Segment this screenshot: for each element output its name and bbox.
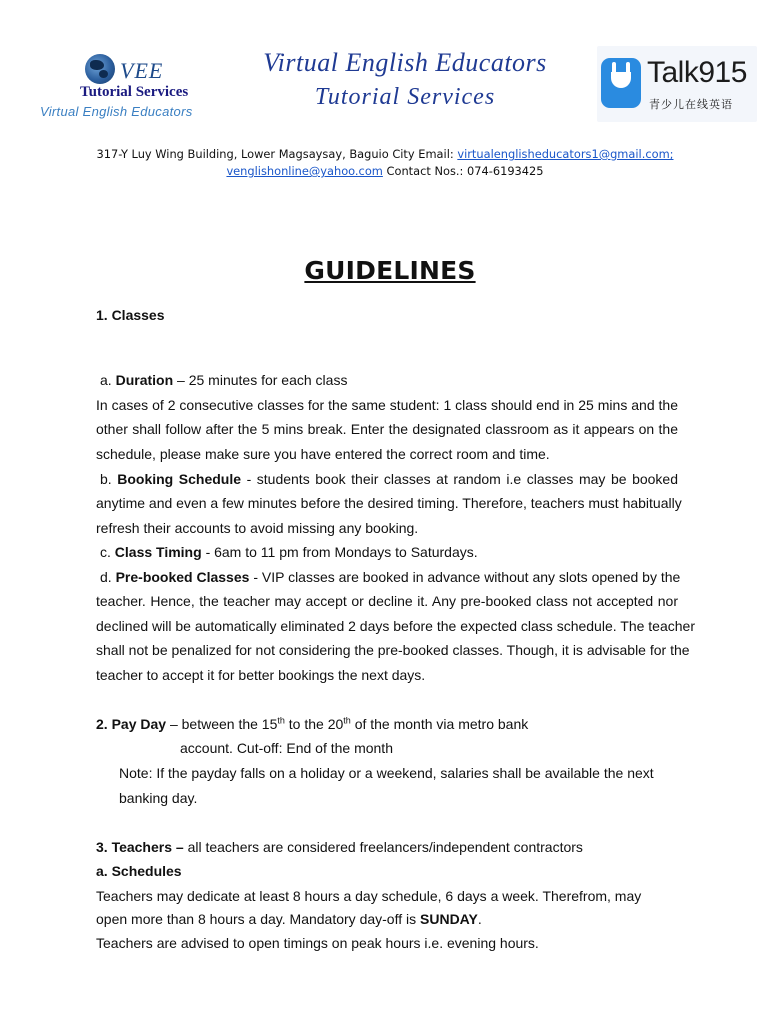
ordinal-suffix: th xyxy=(277,715,285,726)
paragraph-line: account. Cut-off: End of the month xyxy=(180,740,393,756)
vee-logo-mark: VEE xyxy=(120,58,164,83)
section-label: 2. Pay Day xyxy=(96,716,167,732)
paragraph-line: other shall follow after the 5 mins break. Enter the designated classroom as it appears on the xyxy=(96,421,678,437)
email-link-gmail[interactable]: virtualenglisheducators1@gmail.com; xyxy=(457,147,674,161)
section-label: 3. Teachers – xyxy=(96,839,184,855)
contact-address xyxy=(40,146,730,180)
section-text: all teachers are considered freelancers/independent contractors xyxy=(187,839,583,855)
item-text: – 25 minutes for each class xyxy=(177,372,348,388)
subsection-heading-schedules: a. Schedules xyxy=(96,863,182,879)
talk915-subtitle: 青少儿在线英语 xyxy=(649,99,733,111)
paragraph-line xyxy=(96,911,482,927)
contact-label: Contact Nos.: xyxy=(386,164,464,178)
document-title: GUIDELINES xyxy=(304,256,476,285)
item-duration xyxy=(100,372,347,388)
pay-day-note: Note: If the payday falls on a holiday or a weekend, salaries shall be available the next xyxy=(119,765,654,781)
paragraph-line: teacher. Hence, the teacher may accept or decline it. Any pre-booked class not accepted nor xyxy=(96,593,678,609)
paragraph-line: Teachers may dedicate at least 8 hours a day schedule, 6 days a week. Therefrom, may xyxy=(96,888,642,904)
bunny-icon xyxy=(601,58,641,108)
section-text: – between the 15 xyxy=(169,716,278,732)
paragraph-line: schedule, please make sure you have entered the correct room and time. xyxy=(96,446,550,462)
section-pay-day xyxy=(96,716,528,732)
item-text: - VIP classes are booked in advance without any slots opened by the xyxy=(253,569,681,585)
letterhead-title xyxy=(220,46,590,114)
section-teachers xyxy=(96,839,583,855)
paragraph-line: In cases of 2 consecutive classes for the same student: 1 class should end in 25 mins and the xyxy=(96,397,678,413)
paragraph-line: anytime and even a few minutes before the desired timing. Therefore, teachers must habitually xyxy=(96,495,682,511)
item-pre-booked-classes xyxy=(100,569,681,585)
item-prefix: b. xyxy=(100,471,112,487)
item-class-timing xyxy=(100,544,478,560)
paragraph-text: open more than 8 hours a day. Mandatory day-off is xyxy=(96,911,417,927)
paragraph-line: Teachers are advised to open timings on peak hours i.e. evening hours. xyxy=(96,935,539,951)
ordinal-suffix: th xyxy=(343,715,351,726)
paragraph-line: teacher to accept it for better bookings the next days. xyxy=(96,667,426,683)
item-label: Pre-booked Classes xyxy=(115,569,250,585)
section-text: to the 20 xyxy=(288,716,344,732)
item-prefix: a. xyxy=(100,372,112,388)
contact-number: 074-6193425 xyxy=(466,164,544,178)
vee-logo-name: Tutorial Services xyxy=(80,84,189,100)
item-label: Booking Schedule xyxy=(117,471,242,487)
item-label: Duration xyxy=(115,372,174,388)
section-heading-classes: 1. Classes xyxy=(96,307,165,323)
talk915-wordmark: Talk915 xyxy=(647,56,747,89)
globe-icon xyxy=(85,54,115,84)
paragraph-line: shall not be penalized for not considering the pre-booked classes. Though, it is advisable for the xyxy=(96,642,690,658)
paragraph-line: declined will be automatically eliminated 2 days before the expected class schedule. The teacher xyxy=(96,618,695,634)
vee-logo-tagline: Virtual English Educators xyxy=(40,104,193,119)
item-text: - students book their classes at random i.e classes may be booked xyxy=(246,471,678,487)
section-text: of the month via metro bank xyxy=(354,716,529,732)
email-link-yahoo[interactable]: venglishonline@yahoo.com xyxy=(226,164,383,178)
item-label: Class Timing xyxy=(114,544,202,560)
item-booking-schedule xyxy=(100,471,678,487)
letterhead-title-line2: Tutorial Services xyxy=(314,84,496,110)
paragraph-line: banking day. xyxy=(119,790,198,806)
item-prefix: c. xyxy=(100,544,111,560)
vee-logo xyxy=(40,50,215,130)
paragraph-text: . xyxy=(477,911,482,927)
address-text: 317-Y Luy Wing Building, Lower Magsaysay, Baguio City Email: xyxy=(96,147,454,161)
letterhead-title-line1: Virtual English Educators xyxy=(263,48,547,77)
item-prefix: d. xyxy=(100,569,112,585)
paragraph-line: refresh their accounts to avoid missing any booking. xyxy=(96,520,419,536)
item-text: - 6am to 11 pm from Mondays to Saturdays. xyxy=(205,544,478,560)
day-off-emphasis: SUNDAY xyxy=(420,911,478,927)
talk915-logo xyxy=(597,46,757,122)
